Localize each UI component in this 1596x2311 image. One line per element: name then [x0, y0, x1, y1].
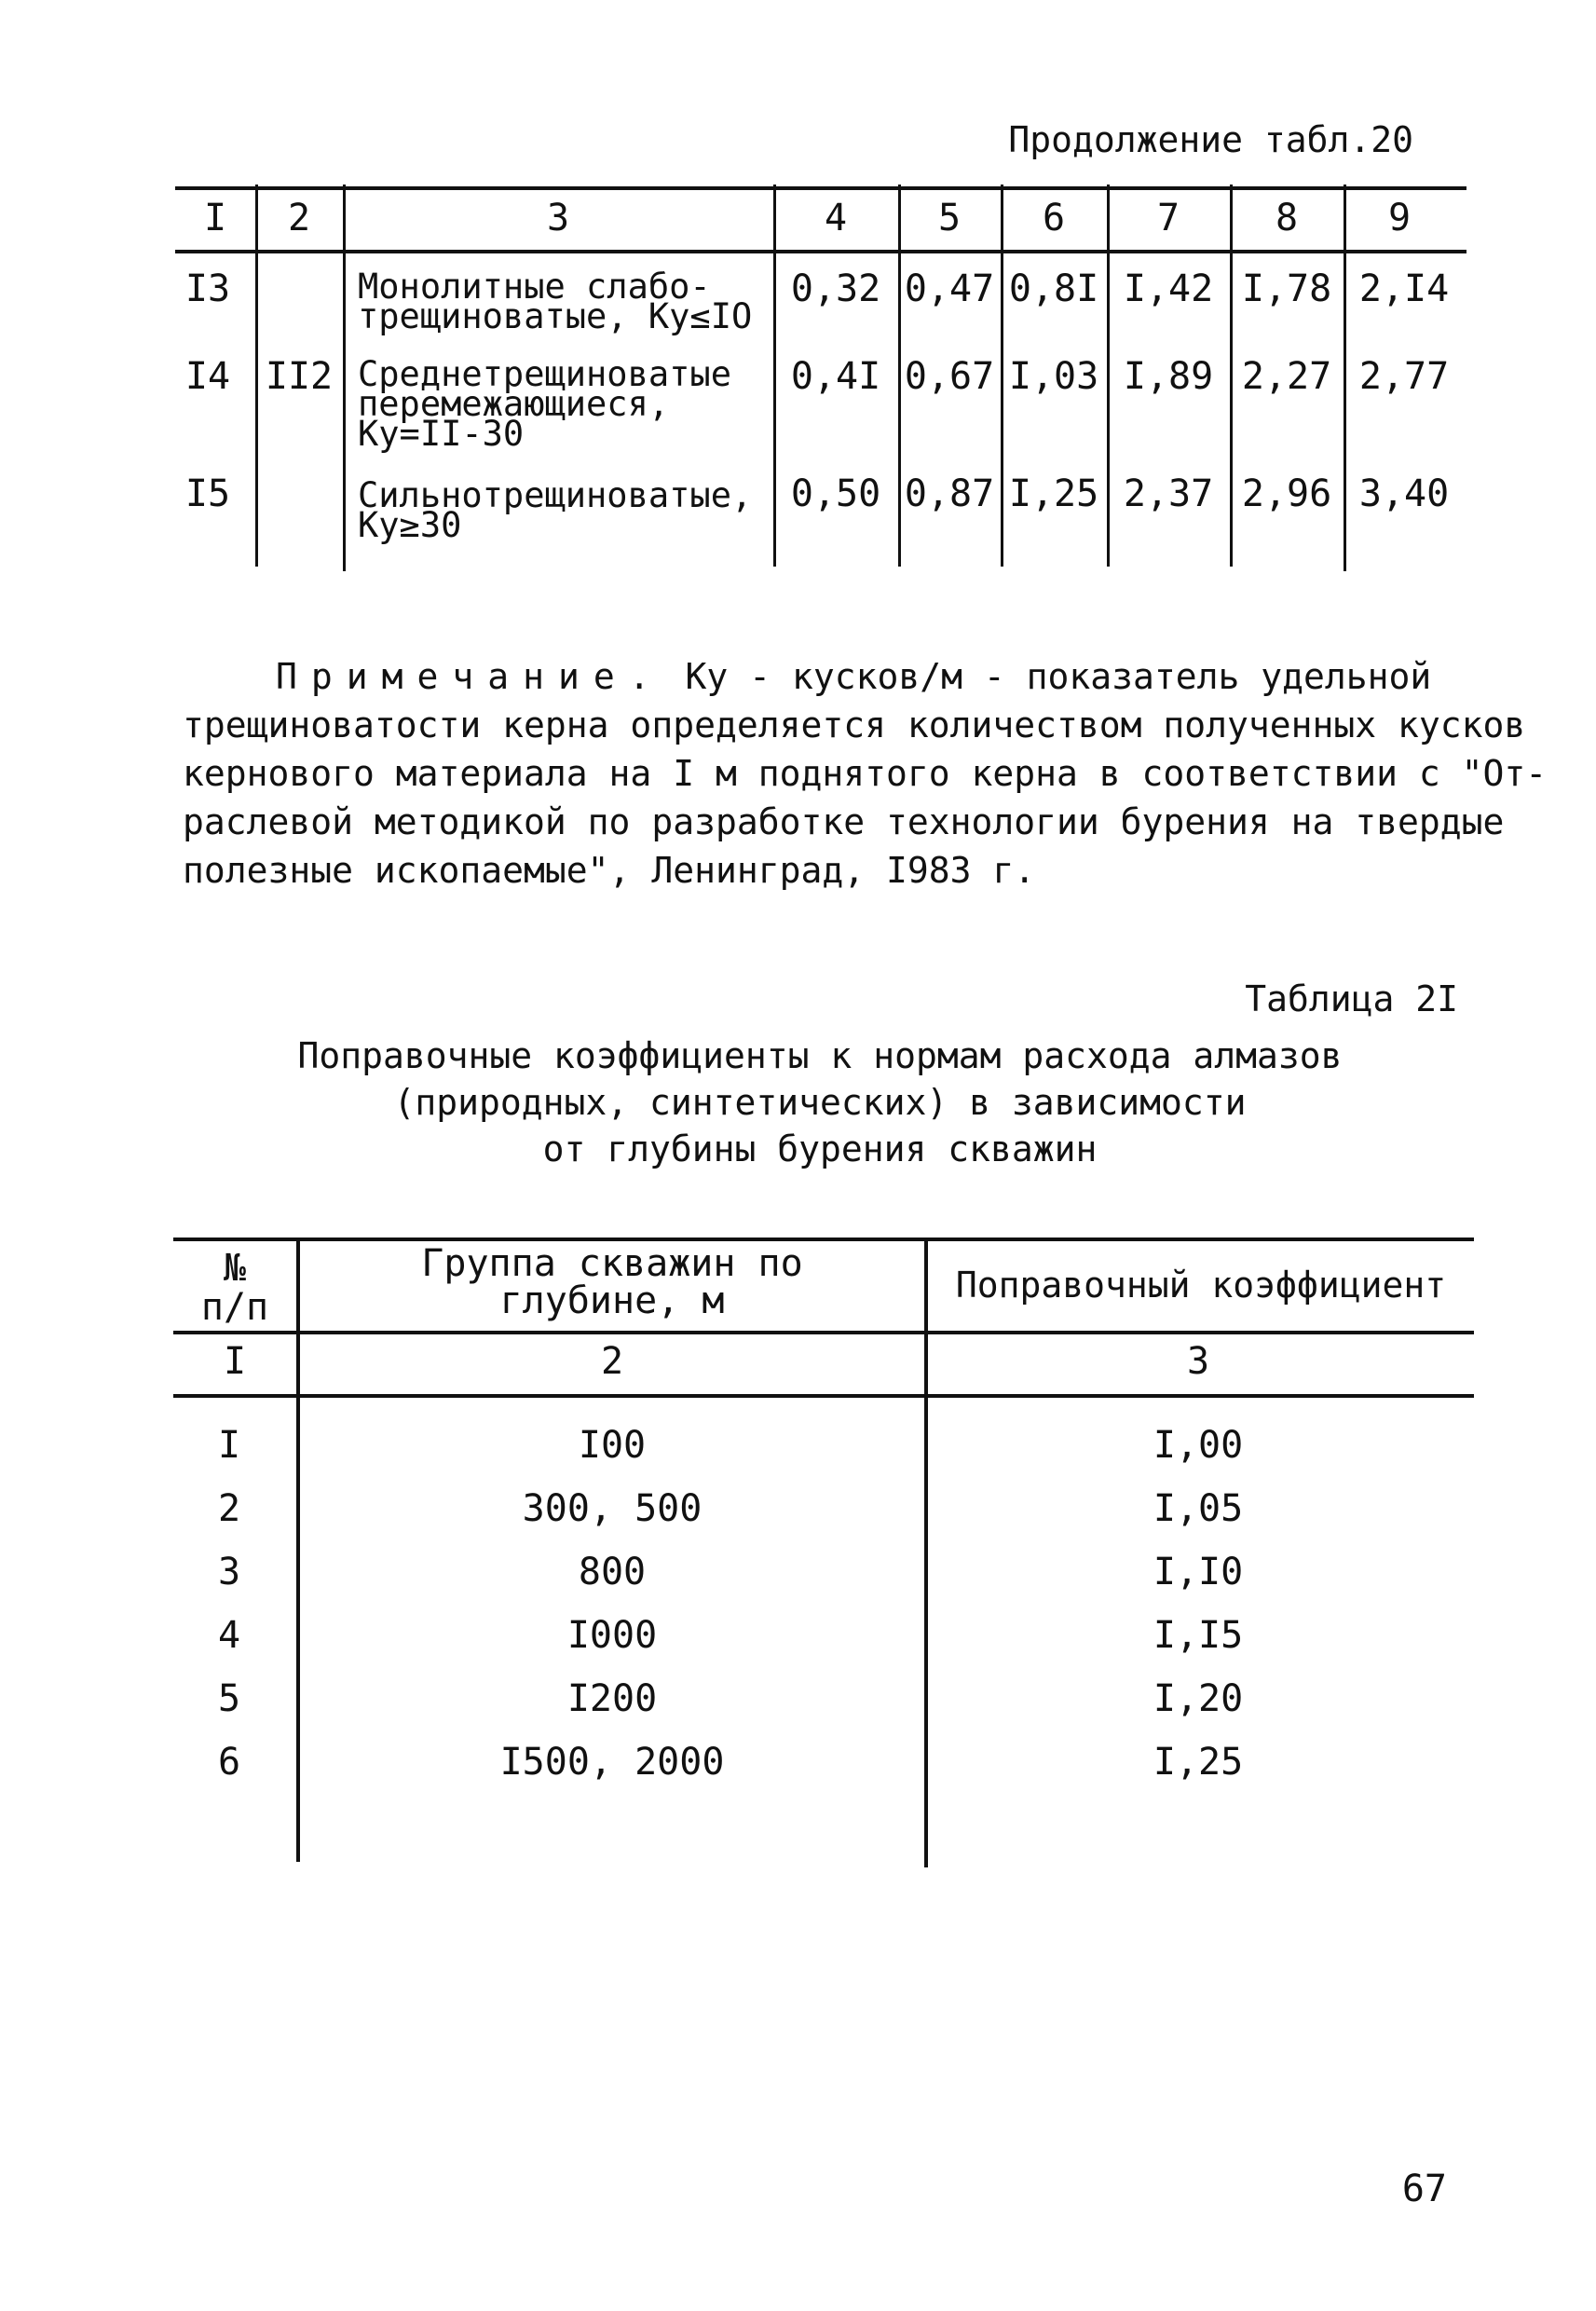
table21-title-line: (природных, синтетических) в зависимости	[393, 1082, 1247, 1123]
table21-row-group: I00	[578, 1424, 647, 1467]
table21-top-rule	[173, 1238, 1474, 1241]
table20-cell: 0,8I	[1008, 267, 1099, 310]
table21-title	[261, 1032, 1379, 1172]
table21-row-num: 6	[217, 1741, 241, 1784]
table21-header-group-line: глубине, м	[499, 1279, 725, 1322]
table20-header-3: 3	[546, 197, 570, 239]
note-label: Примечание.	[276, 656, 664, 697]
table20-cell: 2,I4	[1358, 267, 1450, 310]
table20-cell: 2,27	[1241, 355, 1332, 398]
table20-cell: 0,87	[904, 472, 995, 515]
table20-desc-line: Среднетрещиноватые	[358, 354, 731, 394]
table20-row-description	[358, 354, 731, 454]
note-line: Ку - кусков/м - показатель удельной	[663, 656, 1432, 697]
table21-row-group: I500, 2000	[499, 1741, 725, 1784]
table21-row-num: I	[217, 1424, 241, 1467]
table21	[173, 1234, 1474, 1867]
table20-desc-line: перемежающиеся,	[358, 384, 670, 424]
table21-row-coef: I,05	[1153, 1487, 1244, 1530]
note-line: полезные ископаемые", Ленинград, I983 г.	[183, 850, 1036, 891]
table21-header-group-line: Группа скважин по	[421, 1242, 803, 1285]
note-line: трещиноватости керна определяется количеством полученных кусков	[183, 704, 1526, 745]
table21-header-num	[173, 1249, 296, 1327]
table21-row-group: I000	[566, 1614, 658, 1657]
table20-cell: I,89	[1123, 355, 1214, 398]
table20-header-4: 4	[824, 197, 848, 239]
table20-top-rule	[175, 186, 1466, 190]
note-line: кернового материала на I м поднятого керна в соответствии с "От-	[183, 753, 1548, 794]
page-number: 67	[1401, 2167, 1447, 2210]
table20-header-6: 6	[1042, 197, 1066, 239]
table20-row-description	[358, 475, 753, 545]
table20-header-2: 2	[287, 197, 311, 239]
table20-cell: 0,47	[904, 267, 995, 310]
table21-row-num: 3	[217, 1551, 241, 1593]
table21-row-coef: I,20	[1153, 1677, 1244, 1720]
table20-cell: 0,50	[790, 472, 881, 515]
table20-row-number: I3	[184, 267, 231, 310]
table21-row-coef: I,I5	[1153, 1614, 1244, 1657]
table21-header-rule	[173, 1331, 1474, 1334]
table21-title-line: Поправочные коэффициенты к нормам расхода алмазов	[297, 1035, 1343, 1076]
table21-colnum-rule	[173, 1394, 1474, 1398]
table20-continuation-label: Продолжение табл.20	[1008, 119, 1413, 160]
table20-header-9: 9	[1387, 197, 1412, 239]
table20-cell: I,78	[1241, 267, 1332, 310]
table20-row-number: I5	[184, 472, 231, 515]
table20-header-7: 7	[1156, 197, 1180, 239]
number-sign: №	[223, 1247, 247, 1290]
table20-header-rule	[175, 250, 1466, 253]
table21-header-coef: Поправочный коэффициент	[955, 1265, 1447, 1306]
table20-row-description	[358, 267, 753, 336]
table20-cell: 0,67	[904, 355, 995, 398]
table20-header-5: 5	[937, 197, 962, 239]
table20-cell: I,03	[1008, 355, 1099, 398]
table20-cell: I,42	[1123, 267, 1214, 310]
table21-header-group	[300, 1242, 924, 1322]
table21-row-group: 800	[578, 1551, 647, 1593]
table20-header-8: 8	[1275, 197, 1299, 239]
table20-group: II2	[265, 355, 334, 398]
table21-label: Таблица 2I	[1245, 978, 1458, 1019]
table21-row-num: 2	[217, 1487, 241, 1530]
table20-cell: 2,96	[1241, 472, 1332, 515]
table21-title-line: от глубины бурения скважин	[542, 1128, 1098, 1169]
table20-cell: 2,77	[1358, 355, 1450, 398]
table21-header-num-text: п/п	[200, 1286, 269, 1329]
table21-row-coef: I,00	[1153, 1424, 1244, 1467]
note-line: раслевой методикой по разработке технологии бурения на твердые	[183, 801, 1505, 842]
table21-row-coef: I,25	[1153, 1741, 1244, 1784]
table20-cell: I,25	[1008, 472, 1099, 515]
table21-colnum: 2	[600, 1340, 624, 1383]
table21-row-num: 5	[217, 1677, 241, 1720]
note-paragraph	[183, 652, 1548, 895]
table21-row-coef: I,I0	[1153, 1551, 1244, 1593]
table20-desc-line: Монолитные слабо-	[358, 267, 711, 307]
table20-cell: 2,37	[1123, 472, 1214, 515]
table20-desc-line: Ку=II-30	[358, 414, 525, 454]
table21-row-num: 4	[217, 1614, 241, 1657]
table20-row-number: I4	[184, 355, 231, 398]
table21-row-group: 300, 500	[522, 1487, 703, 1530]
table20-cell: 3,40	[1358, 472, 1450, 515]
table21-row-group: I200	[566, 1677, 658, 1720]
table20-col-divider	[343, 185, 346, 571]
table21-colnum: I	[223, 1340, 247, 1383]
table20-desc-line: Сильнотрещиноватые,	[358, 475, 753, 515]
table20-header-1: I	[203, 197, 227, 239]
table21-colnum: 3	[1186, 1340, 1210, 1383]
table20-cell: 0,4I	[790, 355, 881, 398]
table20	[175, 185, 1466, 571]
table20-desc-line: Ку≥30	[358, 505, 462, 545]
table20-cell: 0,32	[790, 267, 881, 310]
table20-desc-line: трещиноватые, Ку≤IO	[358, 296, 753, 336]
